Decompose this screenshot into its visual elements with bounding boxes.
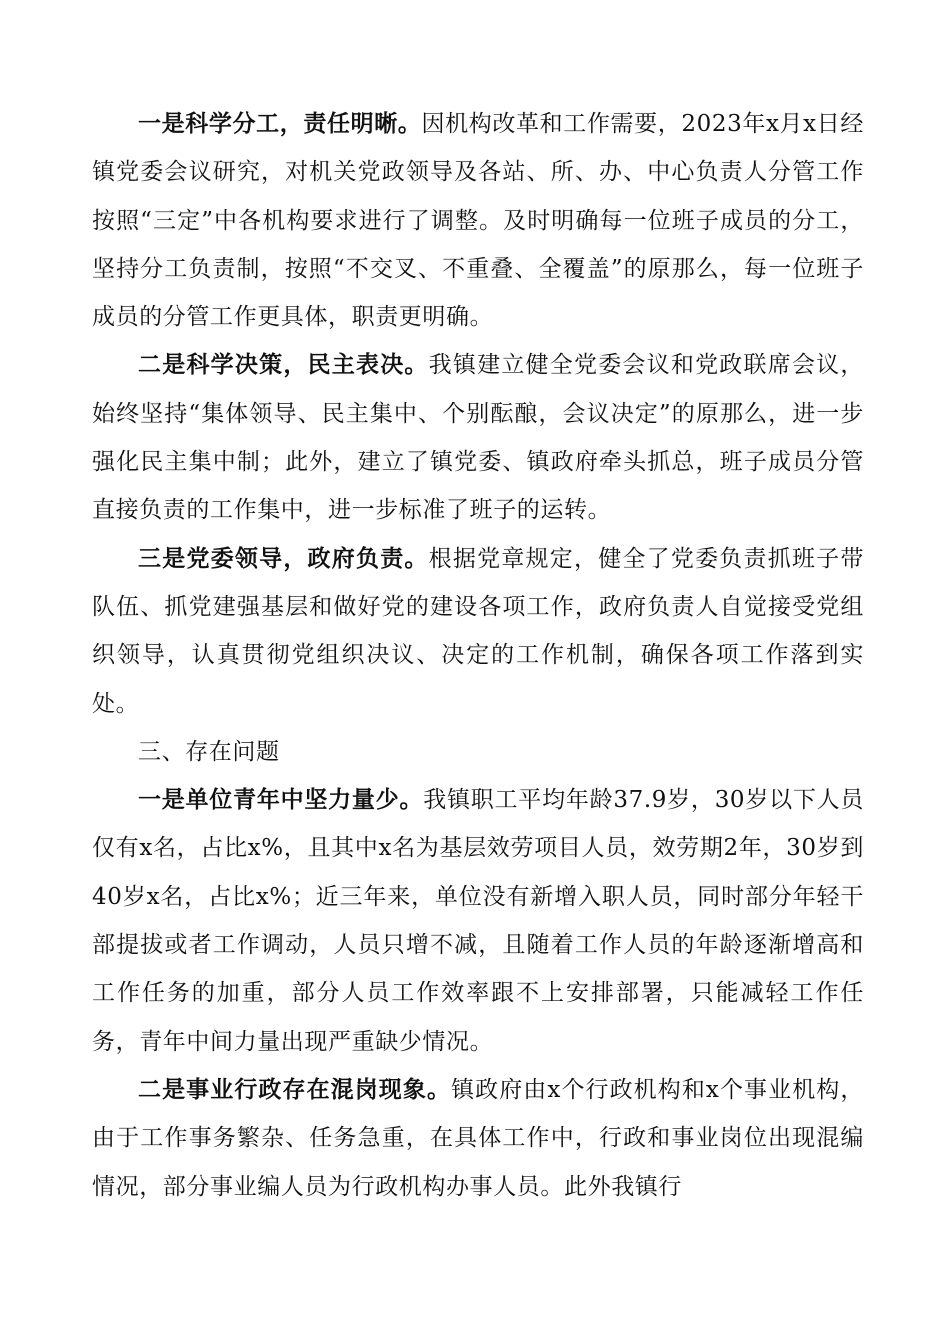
paragraph-lead: 二是科学决策，民主表决。 [138,351,429,379]
paragraph-lead: 三是党委领导，政府负责。 [138,544,429,572]
paragraph-youth-shortage [92,776,864,1066]
paragraph-party-leadership [92,535,864,728]
paragraph-mixed-posts [92,1066,864,1211]
paragraph-text: 镇政府由x个行政机构和x个事业机构，由于工作事务繁杂、任务急重，在具体工作中，行政和事业岗位出现混编情况，部分事业编人员为行政机构办事人员。此外我镇行 [92,1076,864,1200]
paragraph-text: 根据党章规定，健全了党委负责抓班子带队伍、抓党建强基层和做好党的建设各项工作，政府负责人自觉接受党组织领导，认真贯彻党组织决议、决定的工作机制，确保各项工作落到实处。 [92,545,864,717]
paragraph-text: 我镇建立健全党委会议和党政联席会议，始终坚持“集体领导、民主集中、个别酝酿，会议决定”的原那么，进一步强化民主集中制；此外，建立了镇党委、镇政府牵头抓总，班子成员分管直接负责的工作集中，进一步标准了班子的运转。 [92,352,864,524]
section-heading-problems [92,728,864,776]
paragraph-text: 因机构改革和工作需要，2023年x月x日经镇党委会议研究，对机关党政领导及各站、所、办、中心负责人分管工作按照“三定”中各机构要求进行了调整。及时明确每一位班子成员的分工，坚持分工负责制，按照“不交叉、不重叠、全覆盖”的原那么，每一位班子成员的分管工作更具体，职责更明确。 [92,111,864,331]
paragraph-scientific-decision [92,341,864,534]
paragraph-lead: 一是科学分工，责任明晰。 [138,110,422,137]
paragraph-text: 我镇职工平均年龄37.9岁，30岁以下人员仅有x名，占比x%，且其中x名为基层效劳项目人员，效劳期2年，30岁到40岁x名，占比x%；近三年来，单位没有新增入职人员，同时部分年轻干部提拔或者工作调动，人员只增不减，且随着工作人员的年龄逐渐增高和工作任务的加重，部分人员工作效率跟不上安排部署，只能减轻工作任务，青年中间力量出现严重缺少情况。 [92,787,865,1055]
paragraph-lead: 二是事业行政存在混岗现象。 [138,1075,452,1103]
paragraph-lead: 一是单位青年中坚力量少。 [138,786,424,814]
section-heading-text: 三、存在问题 [138,738,280,765]
document-body [92,100,864,1211]
paragraph-scientific-division [92,100,864,341]
